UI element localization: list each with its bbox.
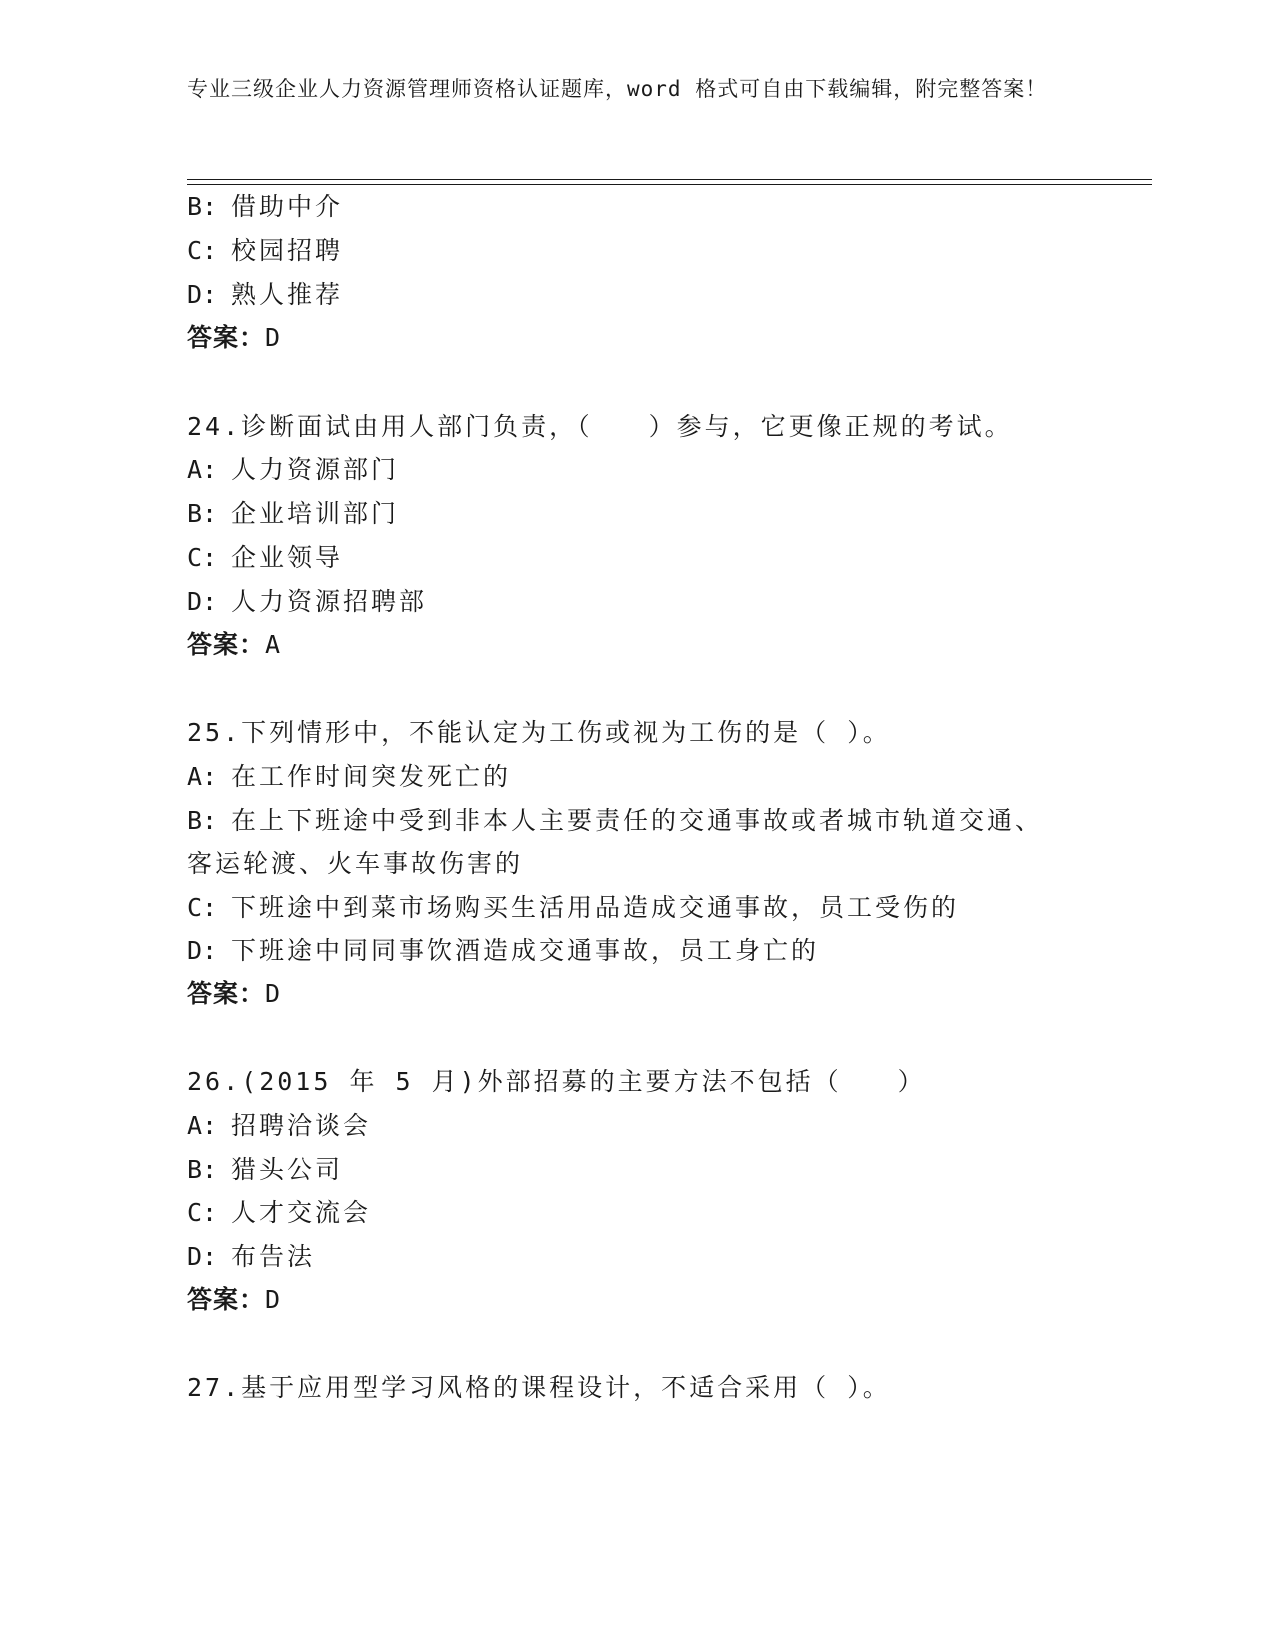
- option-text: 借助中介: [231, 192, 344, 221]
- q25-option-b-continued: [187, 849, 523, 879]
- q26-answer: [187, 1285, 281, 1315]
- answer-label: 答案：: [187, 630, 266, 659]
- answer-value: D: [265, 1285, 282, 1314]
- q23-option-c: [187, 236, 343, 266]
- q24-option-c: [187, 543, 343, 573]
- option-letter: A:: [187, 762, 218, 791]
- q24-option-b: [187, 499, 399, 529]
- option-text: 企业领导: [231, 543, 344, 572]
- option-text: 人力资源招聘部: [231, 587, 428, 616]
- option-text: 在工作时间突发死亡的: [231, 762, 512, 791]
- page-header: 专业三级企业人力资源管理师资格认证题库，word 格式可自由下载编辑，附完整答案！: [187, 77, 1048, 101]
- option-letter: D:: [187, 1242, 218, 1271]
- q26-option-a: [187, 1111, 371, 1141]
- q24-stem: 24.诊断面试由用人部门负责，（ ）参与，它更像正规的考试。: [187, 412, 1013, 441]
- answer-label: 答案：: [187, 323, 266, 352]
- header-divider-bottom: [187, 184, 1152, 185]
- q23-option-d: [187, 280, 343, 310]
- option-text: 人才交流会: [231, 1198, 372, 1227]
- q27-stem: 27.基于应用型学习风格的课程设计，不适合采用（ ）。: [187, 1373, 891, 1402]
- q25-option-c: [187, 893, 959, 923]
- option-text: 布告法: [231, 1242, 316, 1271]
- option-text: 猎头公司: [231, 1155, 344, 1184]
- q25-option-b: [187, 806, 1043, 836]
- q23-option-b: [187, 192, 343, 222]
- option-letter: D:: [187, 280, 218, 309]
- q24-option-a: [187, 455, 399, 485]
- q25-option-d: [187, 936, 819, 966]
- option-text: 招聘洽谈会: [231, 1111, 372, 1140]
- option-text: 企业培训部门: [231, 499, 400, 528]
- option-text: 下班途中到菜市场购买生活用品造成交通事故，员工受伤的: [231, 893, 960, 922]
- answer-label: 答案：: [187, 979, 266, 1008]
- answer-value: A: [265, 630, 282, 659]
- answer-label: 答案：: [187, 1285, 266, 1314]
- answer-value: D: [265, 323, 282, 352]
- option-text: 客运轮渡、火车事故伤害的: [187, 849, 524, 878]
- option-letter: B:: [187, 806, 218, 835]
- option-letter: B:: [187, 192, 218, 221]
- q25-stem: 25.下列情形中，不能认定为工伤或视为工伤的是（ ）。: [187, 718, 891, 747]
- q24-option-d: [187, 587, 427, 617]
- q26-option-d: [187, 1242, 315, 1272]
- q24-answer: [187, 630, 281, 660]
- option-letter: C:: [187, 893, 218, 922]
- option-letter: D:: [187, 936, 218, 965]
- option-text: 校园招聘: [231, 236, 344, 265]
- option-letter: C:: [187, 1198, 218, 1227]
- option-letter: C:: [187, 236, 218, 265]
- q26-option-c: [187, 1198, 371, 1228]
- option-letter: D:: [187, 587, 218, 616]
- q26-stem: 26.(2015 年 5 月)外部招募的主要方法不包括（ ）: [187, 1067, 926, 1096]
- header-divider-top: [187, 179, 1152, 180]
- option-text: 下班途中同同事饮酒造成交通事故，员工身亡的: [231, 936, 820, 965]
- option-letter: B:: [187, 499, 218, 528]
- option-letter: A:: [187, 455, 218, 484]
- option-text: 熟人推荐: [231, 280, 344, 309]
- option-letter: B:: [187, 1155, 218, 1184]
- q25-option-a: [187, 762, 511, 792]
- q23-answer: [187, 323, 281, 353]
- q25-answer: [187, 979, 281, 1009]
- option-text: 在上下班途中受到非本人主要责任的交通事故或者城市轨道交通、: [231, 806, 1044, 835]
- option-letter: C:: [187, 543, 218, 572]
- option-letter: A:: [187, 1111, 218, 1140]
- answer-value: D: [265, 979, 282, 1008]
- q26-option-b: [187, 1155, 343, 1185]
- option-text: 人力资源部门: [231, 455, 400, 484]
